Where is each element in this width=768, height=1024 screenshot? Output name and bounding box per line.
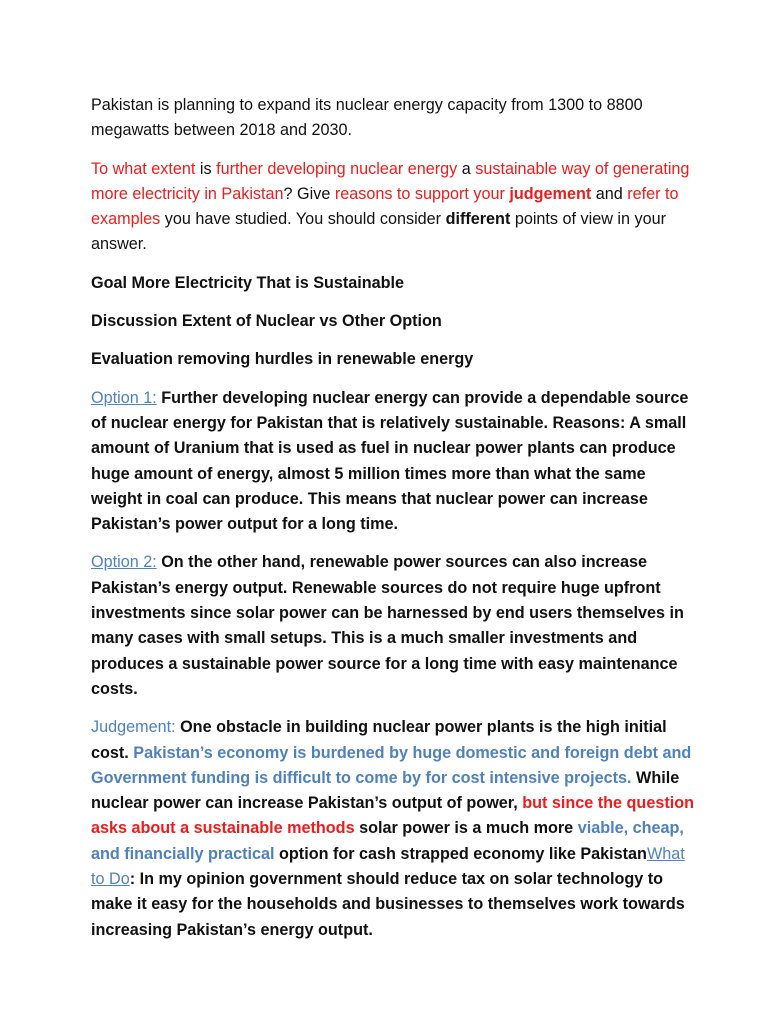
question-extent: To what extent [91,159,196,178]
judgement-economy: Pakistan’s economy is burdened by huge domestic and foreign debt and Government funding is difficult to come by for cost intensive projects. [91,743,692,787]
question-paragraph: To what extent is further developing nuclear energy a sustainable way of generating more electricity in Pakistan? Give reasons to support your judgement and refer to examples you have studied. You should consider different points of view in your answer. [91,159,690,254]
judgement-viable: viable, cheap, and financially practical [91,819,684,863]
heading-discussion: Discussion Extent of Nuclear vs Other Option [91,312,442,331]
question-different: different [445,210,511,229]
question-reasons: reasons to support your [334,184,510,203]
option2-label: Option 2: [91,553,157,572]
option1-label: Option 1: [91,388,157,407]
question-nuclear: further developing nuclear energy [216,159,458,178]
option2-paragraph: Option 2: On the other hand, renewable power sources can also increase Pakistan’s energy output. Renewable sources do not require huge upfront investments since solar power can be harnessed by end users themselves in many cases with small setups. This is a much smaller investments and produces a sustainable power source for a long time with easy maintenance costs. [91,553,684,698]
judgement-paragraph: Judgement: One obstacle in building nuclear power plants is the high initial cost. Pakistan’s economy is burdened by huge domestic and foreign debt and Government funding is difficult to come by for cost intensive projects. While nuclear power can increase Pakistan’s output of power, but since the question asks about a sustainable methods solar power is a much more viable, cheap, and financially practical option for cash strapped economy like PakistanWhat to Do: In my opinion government should reduce tax on solar technology to make it easy for the households and businesses to themselves work towards increasing Pakistan’s energy output. [91,718,694,939]
intro-paragraph: Pakistan is planning to expand its nuclear energy capacity from 1300 to 8800 megawatts between 2018 and 2030. [91,96,643,140]
judgement-sustainable-method: but since the question asks about a sustainable methods [91,794,694,838]
question-judgement: judgement [509,184,592,203]
question-sustainable: sustainable way of generating more electricity in Pakistan [91,159,690,203]
option1-paragraph: Option 1: Further developing nuclear energy can provide a dependable source of nuclear energy for Pakistan that is relatively sustainable. Reasons: A small amount of Uranium that is used as fuel in nuclear power plants can produce huge amount of energy, almost 5 million times more than what the same weight in coal can produce. This means that nuclear power can increase Pakistan’s power output for a long time. [91,388,689,534]
heading-evaluation: Evaluation removing hurdles in renewable energy [91,350,474,369]
judgement-label: Judgement: [91,718,176,737]
what-to-do-label: What to Do [91,844,685,889]
heading-goal: Goal More Electricity That is Sustainable [91,273,405,292]
question-examples: refer to examples [91,184,679,229]
